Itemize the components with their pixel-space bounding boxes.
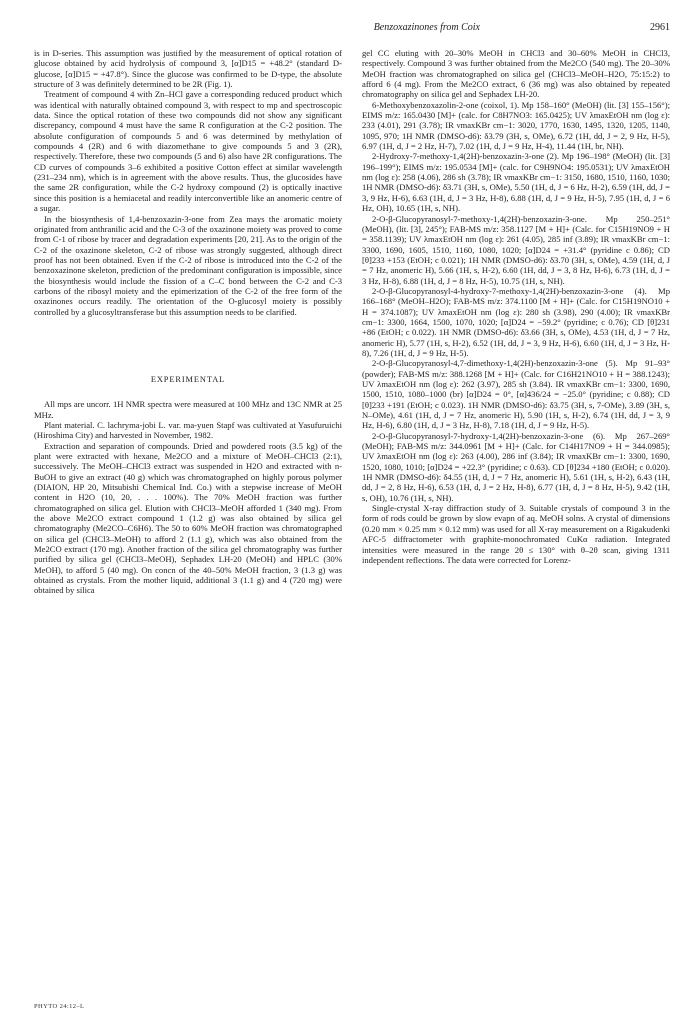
extraction-paragraph: Extraction and separation of compounds. Dried and powdered roots (3.5 kg) of the plant were extracted with hexane, Me2CO and a mixture of MeOH–CHCl3 (2:1), successively. The MeOH–CHCl3 extract was suspended in H2O and extracted with n-BuOH to give an extract (40 g) which was chromatographed on highly porous polymer (DIAION, HP 20, Mitsubishi Chemical Ind. Co.) with a stepwise increase of MeOH content in H2O (10, 20, . . . 100%). The 70% MeOH fraction was further chromatographed on silica gel. Elution with CHCl3–MeOH afforded 1 (340 mg). From the above Me2CO extract compound 1 (1.2 g) was also obtained by silica gel chromatography (Me2CO–C6H6). The 50 to 60% MeOH fraction was chromatographed on silica gel (CHCl3–MeOH) to afford 2 (1.1 g), which was also obtained from the Me2CO extract (170 mg). Another fraction of the silica gel chromatography was further purified by silica gel (CHCl3–MeOH), Sephadex LH-20 (MeOH) and HPLC (30% MeOH), to afford 5 (40 mg). On concn of the 40–50% MeOH fraction, 3 (1.3 g) was obtained as crystals. From the mother liquid, additional 3 (1.1 g) and 4 (720 mg) were obtained by silica bbox=[34, 440, 342, 596]
running-header bbox=[34, 22, 670, 36]
compound-3-data: 2-O-β-Glucopyranosyl-7-methoxy-1,4(2H)-benzoxazin-3-one. Mp 250–251° (MeOH), (lit. [3], 245°); FAB-MS m/z: 358.1127 [M + H]+ (Calc. for C15H19NO9 + H = 358.1139); UV λmaxEtOH nm (log ε): 261 (4.05), 285 inf (3.89); IR νmaxKBr cm−1: 3300, 1690, 1605, 1510, 1160, 1080, 1020; [α]D24 = +31.4° (pyridine c 0.86); CD [θ]233 +153 (EtOH; c 0.021); 1H NMR (DMSO-d6): δ3.70 (3H, s, OMe), 4.59 (1H, d, J = 7 Hz, anomeric H), 5.66 (1H, s, H-2), 6.60 (1H, dd, J = 3, 8 Hz, H-6), 6.73 (1H, d, J = 3 Hz, H-8), 6.88 (1H, d, J = 8 Hz, H-5), 10.75 (1H, s, NH). bbox=[362, 213, 670, 286]
running-title: Benzoxazinones from Coix bbox=[373, 22, 480, 33]
two-column-body bbox=[34, 48, 670, 596]
compound-2-data: 2-Hydroxy-7-methoxy-1,4(2H)-benzoxazin-3-one (2). Mp 196–198° (MeOH) (lit. [3] 196–199°); EIMS m/z: 195.0534 [M]+ (calc. for C9H9NO4: 195.0531); UV λmaxEtOH nm (log ε): 258 (4.06), 286 sh (3.78); IR νmaxKBr cm−1: 3150, 1680, 1510, 1160, 1030; 1H NMR (DMSO-d6): δ3.71 (3H, s, OMe), 5.50 (1H, d, J = 6 Hz, H-2), 6.59 (1H, dd, J = 3, 9 Hz, H-6), 6.63 (1H, d, J = 3 Hz, H-8), 6.88 (1H, d, J = 9 Hz, H-5), 7.95 (1H, d, J = 6 Hz, OH), 10.65 (1H, s, NH). bbox=[362, 151, 670, 214]
plant-material-paragraph: Plant material. C. lachryma-jobi L. var. ma-yuen Stapf was cultivated at Yasufuruichi (Hiroshima City) and harvested in November, 1982. bbox=[34, 419, 342, 441]
journal-footer-code: PHYTO 24:12–L bbox=[34, 1003, 85, 1010]
extraction-continued-paragraph: gel CC eluting with 20–30% MeOH in CHCl3 and 30–60% MeOH in CHCl3, respectively. Compound 3 was further obtained from the Me2CO (540 mg). The 20–30% MeOH fraction was chromatographed on silica gel (CHCl3–MeOH–H2O, 75:15:2) to afford 6 (4 mg). From the Me2CO extract, 6 (36 mg) was also obtained by repeated chromatography on silica gel and Sephadex LH-20. bbox=[362, 48, 670, 100]
compound-4-data: 2-O-β-Glucopyranosyl-4-hydroxy-7-methoxy-1,4(2H)-benzoxazin-3-one (4). Mp 166–168° (MeOH–H2O); FAB-MS m/z: 374.1100 [M + H]+ (Calc. for C15H19NO10 + H = 374.1087); UV λmaxEtOH nm (log ε): 280 sh (3.98), 290 (4.00); IR νmaxKBr cm−1: 3300, 1664, 1500, 1070, 1020; [α]D24 = −59.2° (pyridine; c 0.76); CD [θ]231 +86 (EtOH; c 0.022). 1H NMR (DMSO-d6): δ3.66 (3H, s, OMe), 4.53 (1H, d, J = 7 Hz, anomeric H), 5.77 (1H, s, H-2), 6.52 (1H, dd, J = 3, 9 Hz, H-6), 6.60 (1H, d, J = 3 Hz, H-8), 7.26 (1H, d, J = 9 Hz, H-5). bbox=[362, 285, 670, 358]
biosynthesis-paragraph: In the biosynthesis of 1,4-benzoxazin-3-one from Zea mays the aromatic moiety originated from anthranilic acid and the C-3 of the oxazinone moiety was proved to come from C-1 of ribose by tracer and degradation experiments [20, 21]. As to the origin of the C-2 of the oxazinone skeleton, C-2 of ribose was strongly suggested, although direct proof has not been obtained. Even if the C-2 of ribose is introduced into the C-2 of the benzoxazinone skeleton, prediction of the predominant configuration is impossible, since the biosynthesis would include the fission of a C–C bond between the C-2 and C-3 carbons of the ribosyl moiety and the epimerization of the C-2 of the free form of the oxazinones occurs readily. The orientation of the O-glucosyl moiety is possibly controlled by a glucosyltransferase but this assumption needs to be clarified. bbox=[34, 213, 342, 317]
right-column bbox=[362, 48, 670, 596]
compound-5-data: 2-O-β-Glucopyranosyl-4,7-dimethoxy-1,4(2H)-benzoxazin-3-one (5). Mp 91–93° (powder); FAB-MS m/z: 388.1268 [M + H]+ (Calc. for C16H21NO10 + H = 388.1243); UV λmaxEtOH nm (log ε): 262 (3.97), 285 sh (3.84). IR νmaxKBr cm−1: 3300, 1690, 1500, 1510, 1080–1000 (br) [α]D24 = 0°, [α]436/24 = −25.0° (pyridine; c 0.88); CD [θ]233 +191 (EtOH; c 0.023). 1H NMR (DMSO-d6): δ3.75 (3H, s, 7-OMe), 3.89 (3H, s, N–OMe), 4.61 (1H, d, J = 7 Hz, anomeric H), 5.90 (1H, s, H-2), 6.74 (1H, dd, J = 3, 9 Hz, H-6), 6.80 (1H, d, J = 3 Hz, H-8), 7.18 (1H, d, J = 9 Hz, H-5). bbox=[362, 358, 670, 431]
page-number: 2961 bbox=[650, 22, 670, 33]
compound-6-data: 2-O-β-Glucopyranosyl-7-hydroxy-1,4(2H)-benzoxazin-3-one (6). Mp 267–269° (MeOH); FAB-MS m/z: 344.0961 [M + H]+ (Calc. for C14H17NO9 + H = 344.0985); UV λmaxEtOH nm (log ε): 263 (4.00), 286 inf (3.84); IR νmaxKBr cm−1: 3300, 1690, 1520, 1080, 1010; [α]D24 = +22.3° (pyridine; c 0.63). CD [θ]234 +180 (EtOH; c 0.020). 1H NMR (DMSO-d6): δ4.55 (1H, d, J = 7 Hz, anomeric H), 5.61 (1H, s, H-2), 6.43 (1H, dd, J = 2, 8 Hz, H-6), 6.53 (1H, d, J = 2 Hz, H-8), 6.77 (1H, d, J = 8 Hz, H-5), 9.42 (1H, s, OH), 10.76 (1H, s, NH). bbox=[362, 430, 670, 503]
compound-1-data: 6-Methoxybenzoxazolin-2-one (coixol, 1). Mp 158–160° (MeOH) (lit. [3] 155–156°); EIMS m/z: 165.0430 [M]+ (calc. for C8H7NO3: 165.0425); UV λmaxEtOH nm (log ε): 233 (4.01), 291 (3.78); IR νmaxKBr cm−1: 3020, 1770, 1630, 1495, 1320, 1205, 1140, 1095, 970; 1H NMR (DMSO-d6): δ3.79 (3H, s, OMe), 6.72 (1H, dd, J = 2, 9 Hz, H-5), 6.97 (1H, d, J = 2 Hz, H-7), 7.02 (1H, d, J = 9 Hz, H-4), 11.44 (1H, br, NH). bbox=[362, 99, 670, 152]
discussion-paragraph: Treatment of compound 4 with Zn–HCl gave a corresponding reduced product which was identical with naturally obtained compound 3, with respect to mp and spectroscopic data. Since the optical rotation of these two compounds did not show any significant discrepancy, compound 4 must have the same R configuration at the C-2 position. The absolute configuration of compounds 5 and 6 was determined by methylation of compounds 4 (2R) and 6 with diazomethane to give compounds 5 and 3 (2R), respectively. Therefore, these two compounds (5 and 6) also have 2R configurations. The CD curves of compounds 3–6 exhibited a positive Cotton effect at similar wavelength (231–234 nm), which is in agreement with the above results. Thus, the glucosides have the same 2R configuration, while the C-2 hydroxy compound (2) is optically inactive since this position is a hemiacetal and readily interconvertible like an anomeric centre of a sugar. bbox=[34, 89, 342, 214]
discussion-paragraph: is in D-series. This assumption was justified by the measurement of optical rotation of glucose obtained by acid hydrolysis of compound 3, [α]D15 = +48.2° (standard D-glucose, [α]D15 = +47.8°). Since the glucose was confirmed to be D-type, the absolute structure of 3 was definitely determined to be 2R (Fig. 1). bbox=[34, 48, 342, 90]
general-methods-paragraph: All mps are uncorr. 1H NMR spectra were measured at 100 MHz and 13C NMR at 25 MHz. bbox=[34, 399, 342, 420]
experimental-heading: EXPERIMENTAL bbox=[150, 374, 226, 384]
xray-study-paragraph: Single-crystal X-ray diffraction study of 3. Suitable crystals of compound 3 in the form of rods could be grown by slow evapn of aq. MeOH solns. A crystal of dimensions (0.20 mm × 0.25 mm × 0.12 mm) was used for all X-ray measurement on a Rigakudenki AFC-5 diffractometer with graphite-monochromated CuKα radiation. Integrated intensities were measured in the range 2θ ≤ 130° with θ–2θ scan, giving 1311 independent reflections. The data were corrected for Lorenz- bbox=[362, 503, 670, 565]
left-column bbox=[34, 48, 342, 596]
